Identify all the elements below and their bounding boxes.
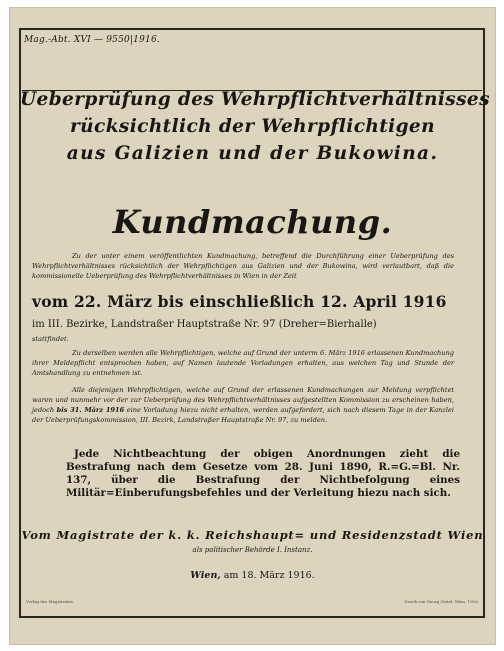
document-title: Kundmachung. <box>112 203 393 241</box>
deadline-date: bis 31. März 1916 <box>56 406 125 414</box>
poster-sheet <box>10 8 495 644</box>
penalty-warning: Jede Nichtbeachtung der obigen Anordnungen zieht die Bestrafung nach dem Gesetze vom 28. Juni 1890, R.=G.=Bl. Nr. 137, über die Bestrafung der Nichtbefolgung eines Militär=Einberufungsbefehles und der Verleitung hiezu nach sich. <box>66 448 460 499</box>
paragraph-intro: Zu der unter einem veröffentlichten Kundmachung, betreffend die Durchführung einer Ueberprüfung des Wehrpflichtverhältnisses rücksichtlich der Wehrpflichtigen aus Galizien und der Bukowina, wird verlautbart, daß die kommissionelle Ueberprüfung des Wehrpflichtverhältnisses in Wien in der Zeit <box>32 252 454 280</box>
reference-number: Mag.-Abt. XVI — 9550|1916. <box>24 35 160 45</box>
headline <box>20 86 490 167</box>
issue-date-text: am 18. März 1916. <box>223 570 315 581</box>
printer-note: Druck von Georg Gistel, Wien, 1916. <box>404 599 479 604</box>
headline-line-2: rücksichtlich der Wehrpflichtigen <box>70 116 435 137</box>
paragraph-instructions-end: eine Vorladung hiezu nicht erhalten, werden aufgefordert, sich nach diesem Tage in der Kanzlei der Ueberprüfungskommission, III. Bezirk, Landstraßer Hauptstraße Nr. 97, zu melden. <box>32 406 454 424</box>
issuing-authority: Vom Magistrate der k. k. Reichshaupt= und Residenzstadt Wien <box>21 528 484 542</box>
paragraph-summons: Zu derselben werden alle Wehrpflichtigen, welche auf Grund der unterm 6. März 1916 erlassenen Kundmachung ihrer Meldepflicht entsprochen haben, auf Namen lautende Vorladungen erhalten, aus welchen Tag und Stunde der Amtshandlung zu entnehmen ist. <box>32 349 454 377</box>
headline-line-3: aus Galizien und der Bukowina. <box>66 143 439 164</box>
authority-role: als politischer Behörde I. Instanz. <box>192 546 313 554</box>
headline-line-1: Ueberprüfung des Wehrpflichtverhältnisses <box>20 89 490 110</box>
date-range: vom 22. März bis einschließlich 12. April 1916 <box>32 292 447 311</box>
issue-place: Wien, <box>190 570 221 581</box>
paragraph-instructions-start: Alle diejenigen Wehrpflichtigen, welche auf Grund der erlassenen Kundmachungen zur Meldung verpflichtet waren und nunmehr vor der zur Ueberprüfung des Wehrpflichtverhältnisses aufgestellten Kommission zu erscheinen haben, jedoch <box>32 386 454 414</box>
issue-date <box>10 570 495 581</box>
paragraph-instructions <box>32 385 454 425</box>
publisher-note: Verlag des Magistrates. <box>26 599 75 604</box>
location-line: im III. Bezirke, Landstraßer Hauptstraße Nr. 97 (Dreher=Bierhalle) <box>32 319 377 330</box>
stattfindet-text: stattfindet. <box>32 335 69 343</box>
